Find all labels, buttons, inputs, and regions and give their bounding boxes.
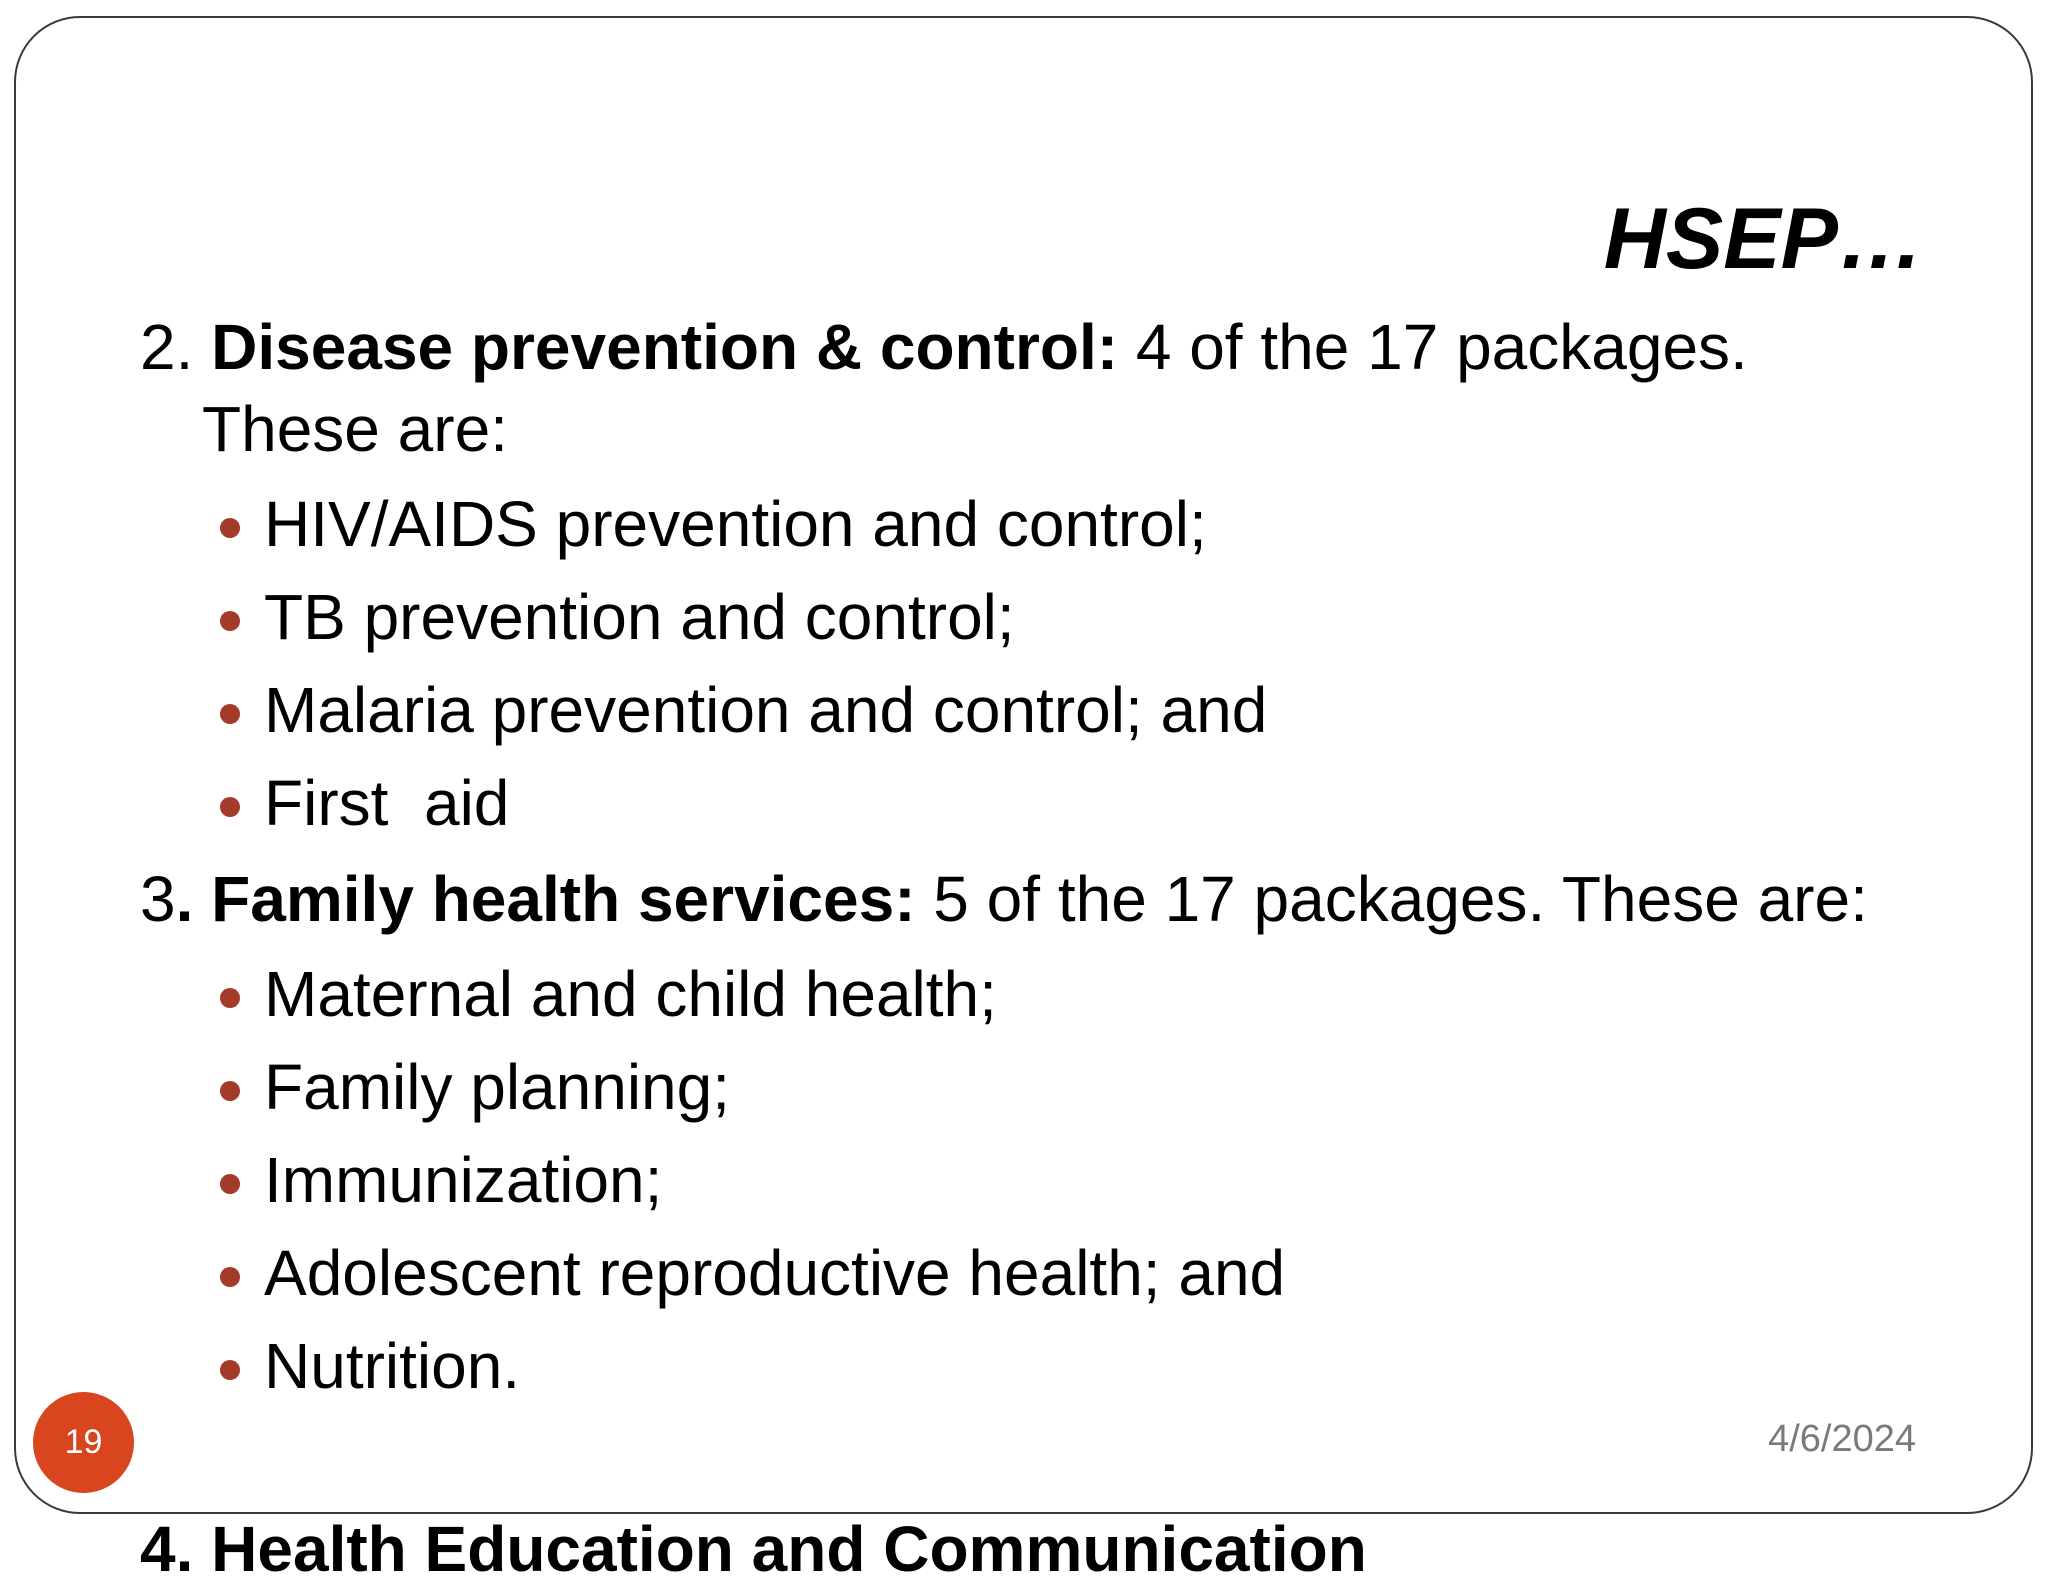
section-heading [140,306,1940,470]
bullet-item: Nutrition. [140,1320,1940,1413]
bullet-dot-icon [220,988,240,1008]
bullet-dot-icon [220,797,240,817]
section-disease-prevention [140,306,1940,850]
bullet-item: TB prevention and control; [140,571,1940,664]
section-number: 3 [140,863,176,935]
bullet-item: Malaria prevention and control; and [140,664,1940,757]
bullet-dot-icon [220,1360,240,1380]
section-description: 4 of the 17 packages. These are: [202,311,1748,465]
slide-title: HSEP… [1603,191,1924,287]
bullet-item: HIV/AIDS prevention and control; [140,478,1940,571]
overflow-section-heading: 4. Health Education and Communication [140,1513,1367,1585]
bullet-item: Immunization; [140,1134,1940,1227]
section-family-health [140,858,1940,1413]
section-heading [140,858,1940,940]
bullet-dot-icon [220,704,240,724]
bullet-list [140,478,1940,850]
bullet-item: First aid [140,757,1940,850]
bullet-dot-icon [220,1081,240,1101]
bullet-item: Adolescent reproductive health; and [140,1227,1940,1320]
bullet-dot-icon [220,1174,240,1194]
section-number: 2. [140,311,212,383]
section-title: . Family health services: [175,863,916,935]
bullet-dot-icon [220,611,240,631]
bullet-dot-icon [220,518,240,538]
bullet-item: Maternal and child health; [140,948,1940,1041]
bullet-list [140,948,1940,1413]
bullet-dot-icon [220,1267,240,1287]
bullet-item: Family planning; [140,1041,1940,1134]
section-description: 5 of the 17 packages. These are: [915,863,1868,935]
section-title: Disease prevention & control: [211,311,1119,383]
slide-content [140,306,1940,1413]
slide-number-badge: 19 [33,1392,134,1493]
slide-date: 4/6/2024 [1768,1418,1916,1460]
